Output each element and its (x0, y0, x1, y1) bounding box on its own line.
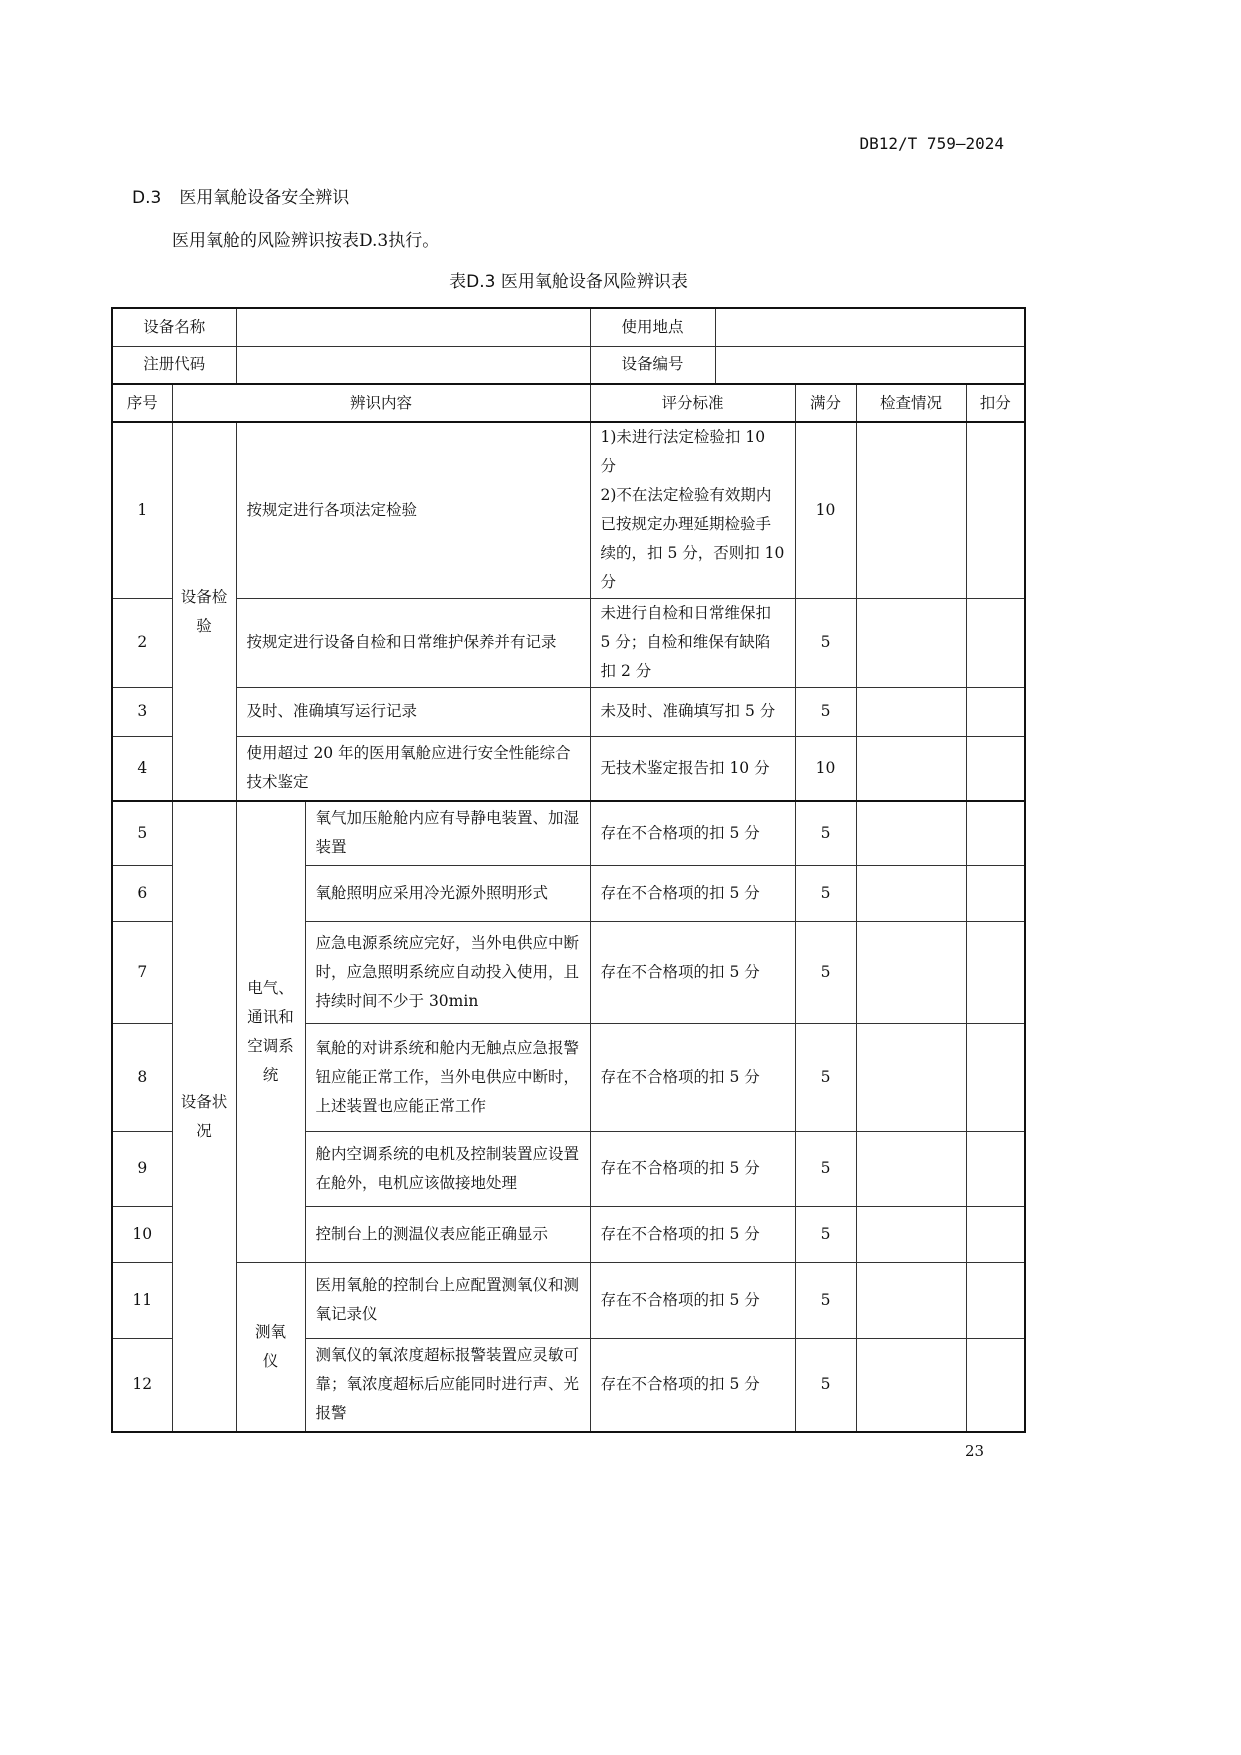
risk-table (111, 307, 1026, 1433)
col-criteria: 评分标准 (590, 384, 795, 422)
row-deduct (966, 422, 1025, 598)
name-label: 设备名称 (112, 308, 236, 346)
name-value (236, 308, 590, 346)
row-criteria: 存在不合格项的扣 5 分 (590, 1023, 795, 1131)
row-criteria: 存在不合格项的扣 5 分 (590, 1131, 795, 1206)
col-score: 满分 (795, 384, 856, 422)
row-score: 5 (795, 1023, 856, 1131)
row-criteria: 存在不合格项的扣 5 分 (590, 865, 795, 921)
row-number: 11 (112, 1262, 172, 1338)
row-deduct (966, 921, 1025, 1023)
row-deduct (966, 1338, 1025, 1432)
row-number: 6 (112, 865, 172, 921)
row-content: 控制台上的测温仪表应能正确显示 (305, 1206, 590, 1262)
row-check (856, 1023, 966, 1131)
location-label: 使用地点 (590, 308, 715, 346)
row-check (856, 921, 966, 1023)
table-title: 表D.3 医用氧舱设备风险辨识表 (449, 272, 688, 292)
row-check (856, 736, 966, 801)
row-criteria: 存在不合格项的扣 5 分 (590, 1206, 795, 1262)
row-check (856, 801, 966, 865)
table-row (112, 422, 1025, 598)
row-content: 氧气加压舱舱内应有导静电装置、加湿装置 (305, 801, 590, 865)
row-check (856, 598, 966, 687)
row-check (856, 1338, 966, 1432)
row-content: 使用超过 20 年的医用氧舱应进行安全性能综合技术鉴定 (236, 736, 590, 801)
section-number: D.3 (132, 188, 162, 208)
row-content: 医用氧舱的控制台上应配置测氧仪和测氧记录仪 (305, 1262, 590, 1338)
row-deduct (966, 1131, 1025, 1206)
row-score: 5 (795, 687, 856, 736)
row-check (856, 865, 966, 921)
row-criteria: 无技术鉴定报告扣 10 分 (590, 736, 795, 801)
row-content: 及时、准确填写运行记录 (236, 687, 590, 736)
row-score: 5 (795, 1206, 856, 1262)
row-score: 5 (795, 801, 856, 865)
table-row (112, 801, 1025, 865)
row-content: 氧舱照明应采用冷光源外照明形式 (305, 865, 590, 921)
row-score: 5 (795, 921, 856, 1023)
row-criteria: 未进行自检和日常维保扣 5 分；自检和维保有缺陷扣 2 分 (590, 598, 795, 687)
section-title: 医用氧舱设备安全辨识 (179, 188, 350, 208)
col-no: 序号 (112, 384, 172, 422)
page-number: 23 (965, 1442, 985, 1460)
row-check (856, 1131, 966, 1206)
row-score: 5 (795, 598, 856, 687)
category-status: 设备状况 (172, 801, 236, 1432)
row-check (856, 687, 966, 736)
row-content: 舱内空调系统的电机及控制装置应设置在舱外，电机应该做接地处理 (305, 1131, 590, 1206)
row-criteria: 未及时、准确填写扣 5 分 (590, 687, 795, 736)
row-number: 3 (112, 687, 172, 736)
row-deduct (966, 598, 1025, 687)
row-deduct (966, 1023, 1025, 1131)
row-score: 5 (795, 1338, 856, 1432)
row-content: 按规定进行设备自检和日常维护保养并有记录 (236, 598, 590, 687)
table-row (112, 1262, 1025, 1338)
col-check: 检查情况 (856, 384, 966, 422)
row-content: 按规定进行各项法定检验 (236, 422, 590, 598)
reg-value (236, 346, 590, 384)
row-number: 2 (112, 598, 172, 687)
row-check (856, 1262, 966, 1338)
row-deduct (966, 736, 1025, 801)
row-criteria: 1)未进行法定检验扣 10 分 2)不在法定检验有效期内已按规定办理延期检验手续的，扣 5 分，否则扣 10 分 (590, 422, 795, 598)
subcategory-oxygen: 测氧仪 (236, 1262, 305, 1432)
number-label: 设备编号 (590, 346, 715, 384)
row-deduct (966, 1206, 1025, 1262)
table-row (112, 687, 1025, 736)
row-content: 应急电源系统应完好，当外电供应中断时，应急照明系统应自动投入使用，且持续时间不少于 30min (305, 921, 590, 1023)
category-inspection: 设备检验 (172, 422, 236, 801)
section-heading (132, 183, 367, 208)
row-content: 测氧仪的氧浓度超标报警装置应灵敏可靠；氧浓度超标后应能同时进行声、光报警 (305, 1338, 590, 1432)
row-deduct (966, 1262, 1025, 1338)
row-number: 8 (112, 1023, 172, 1131)
row-number: 9 (112, 1131, 172, 1206)
row-check (856, 422, 966, 598)
row-deduct (966, 687, 1025, 736)
row-criteria: 存在不合格项的扣 5 分 (590, 1262, 795, 1338)
row-number: 1 (112, 422, 172, 598)
row-score: 5 (795, 1131, 856, 1206)
reg-label: 注册代码 (112, 346, 236, 384)
table-row (112, 736, 1025, 801)
document-code: DB12/T 759—2024 (859, 134, 1004, 153)
row-criteria: 存在不合格项的扣 5 分 (590, 921, 795, 1023)
col-deduct: 扣分 (966, 384, 1025, 422)
row-number: 12 (112, 1338, 172, 1432)
paragraph: 医用氧舱的风险辨识按表D.3执行。 (172, 231, 440, 251)
table-row (112, 598, 1025, 687)
row-number: 10 (112, 1206, 172, 1262)
row-number: 7 (112, 921, 172, 1023)
row-criteria: 存在不合格项的扣 5 分 (590, 801, 795, 865)
row-check (856, 1206, 966, 1262)
number-value (715, 346, 1025, 384)
row-number: 4 (112, 736, 172, 801)
row-number: 5 (112, 801, 172, 865)
location-value (715, 308, 1025, 346)
row-score: 10 (795, 422, 856, 598)
row-score: 10 (795, 736, 856, 801)
row-deduct (966, 865, 1025, 921)
row-score: 5 (795, 865, 856, 921)
col-content: 辨识内容 (172, 384, 590, 422)
row-content: 氧舱的对讲系统和舱内无触点应急报警钮应能正常工作，当外电供应中断时，上述装置也应能正常工作 (305, 1023, 590, 1131)
row-criteria: 存在不合格项的扣 5 分 (590, 1338, 795, 1432)
row-score: 5 (795, 1262, 856, 1338)
subcategory-electrical: 电气、通讯和空调系统 (236, 801, 305, 1262)
row-deduct (966, 801, 1025, 865)
